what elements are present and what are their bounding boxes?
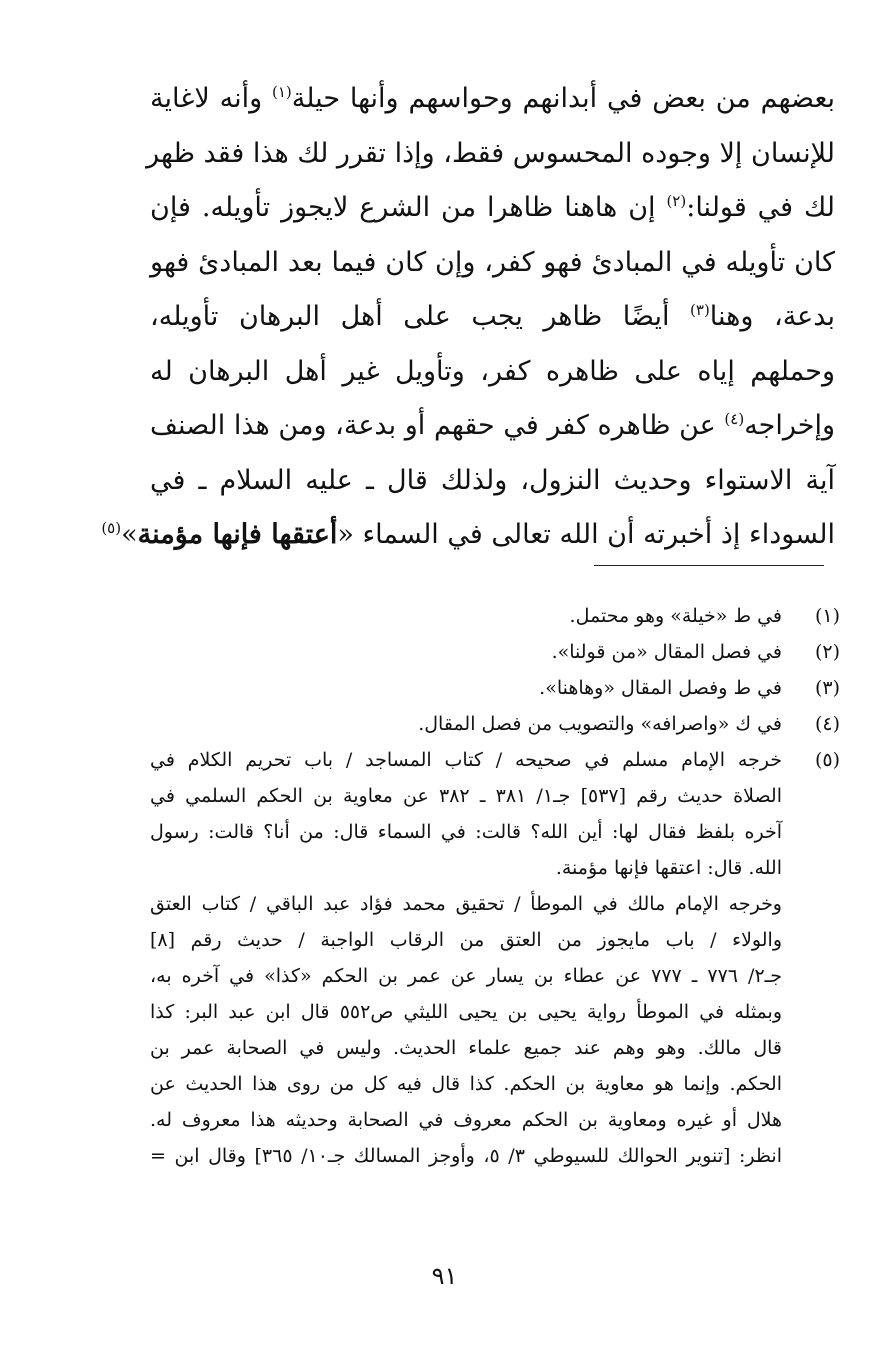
footnote-ref-4[interactable]: (٤): [724, 410, 745, 428]
footnote-text: في ط «خيلة» وهو محتمل.: [569, 605, 782, 627]
footnote-5: [150, 742, 840, 1174]
main-line-4: كان تأويله في المبادئ فهو كفر، وإن كان فيما بعد المبادئ فهو: [150, 246, 835, 278]
main-text-block: [101, 72, 835, 563]
footnote-4: [150, 706, 840, 742]
main-line-7: وإخراجه$^{(٤)}$ عن ظاهره كفر في حقهم أو بدعة، ومن هذا الصنف: [150, 410, 835, 441]
main-line-5: بدعة، وهنا$^{(٣)}$ أيضًا ظاهر يجب على أهل البرهان تأويله،: [150, 301, 835, 332]
footnote-text: خرجه الإمام مسلم في صحيحه / كتاب المساجد / باب تحريم الكلام في الصلاة حديث رقم [٥٣٧] جـ١/ ٣٨١ ـ ٣٨٢ عن معاوية بن الحكم السلمي في آخره بلفظ فقال لها: أين الله؟ قالت: في السماء قال: من أنا؟ قالت: رسول الله. قال: اعتقها فإنها مؤمنة. وخرجه الإمام مالك في الموطأ / تحقيق محمد فؤاد عبد الباقي / كتاب العتق والولاء / باب مايجوز من العتق من الرقاب الواجبة / حديث رقم [٨] جـ٢/ ٧٧٦ ـ ٧٧٧ عن عطاء بن يسار عن عمر بن الحكم «كذا» في آخره به، وبمثله في الموطأ رواية يحيى بن يحيى الليثي ص٥٥٢ قال ابن عبد البر: كذا قال مالك. وهو وهم عند جميع علماء الحديث. وليس في الصحابة عمر بن الحكم. وإنما هو معاوية بن الحكم. كذا قال فيه كل من روى هذا الحديث عن هلال أو غيره ومعاوية بن الحكم معروف في الصحابة وحديثه هذا معروف له. انظر: [تنوير الحوالك للسيوطي ٣/ ٥، وأوجز المسالك جـ١٠/ ٣٦٥] وقال ابن =: [150, 749, 783, 1167]
hadith-quote: أعتقها فإنها مؤمنة: [137, 519, 338, 550]
footnotes: [150, 598, 840, 1174]
footnote-2: [150, 634, 840, 670]
main-line-8: آية الاستواء وحديث النزول، ولذلك قال ـ عليه السلام ـ في: [150, 464, 835, 496]
footnote-number: (٣): [814, 677, 840, 699]
footnote-ref-2[interactable]: (٢): [666, 192, 687, 210]
footnote-ref-3[interactable]: (٣): [690, 301, 710, 319]
main-line-9: السوداء إذ أخبرته أن الله تعالى في السماء «أعتقها فإنها مؤمنة»$^{(٥)}$: [101, 519, 835, 550]
main-line-6: وحملهم إياه على ظاهره كفر، وتأويل غير أهل البرهان له: [150, 355, 835, 387]
footnote-number: (٥): [814, 749, 840, 771]
main-line-1: بعضهم من بعض في أبدانهم وحواسهم وأنها حيلة$^{(١)}$ وأنه لاغاية: [150, 83, 835, 114]
main-line-3: لك في قولنا:$^{(٢)}$ إن هاهنا ظاهرا من الشرع لايجوز تأويله. فإن: [150, 192, 835, 223]
footnote-3: [150, 670, 840, 706]
footnote-ref-1[interactable]: (١): [271, 83, 292, 101]
footnote-number: (٤): [814, 713, 840, 735]
footnote-text: في ط وفصل المقال «وهاهنا».: [539, 677, 782, 699]
footnote-number: (١): [814, 605, 840, 627]
footnote-1: [150, 598, 840, 634]
footnote-ref-5[interactable]: (٥): [101, 519, 122, 537]
footnote-text: في فصل المقال «من قولنا».: [551, 641, 782, 663]
page-number: ٩١: [431, 1262, 458, 1290]
footnote-number: (٢): [814, 641, 840, 663]
main-line-2: للإنسان إلا وجوده المحسوس فقط، وإذا تقرر لك هذا فقد ظهر: [146, 137, 835, 169]
footnote-separator: [594, 565, 824, 566]
footnote-text: في ك «واصرافه» والتصويب من فصل المقال.: [418, 713, 782, 735]
